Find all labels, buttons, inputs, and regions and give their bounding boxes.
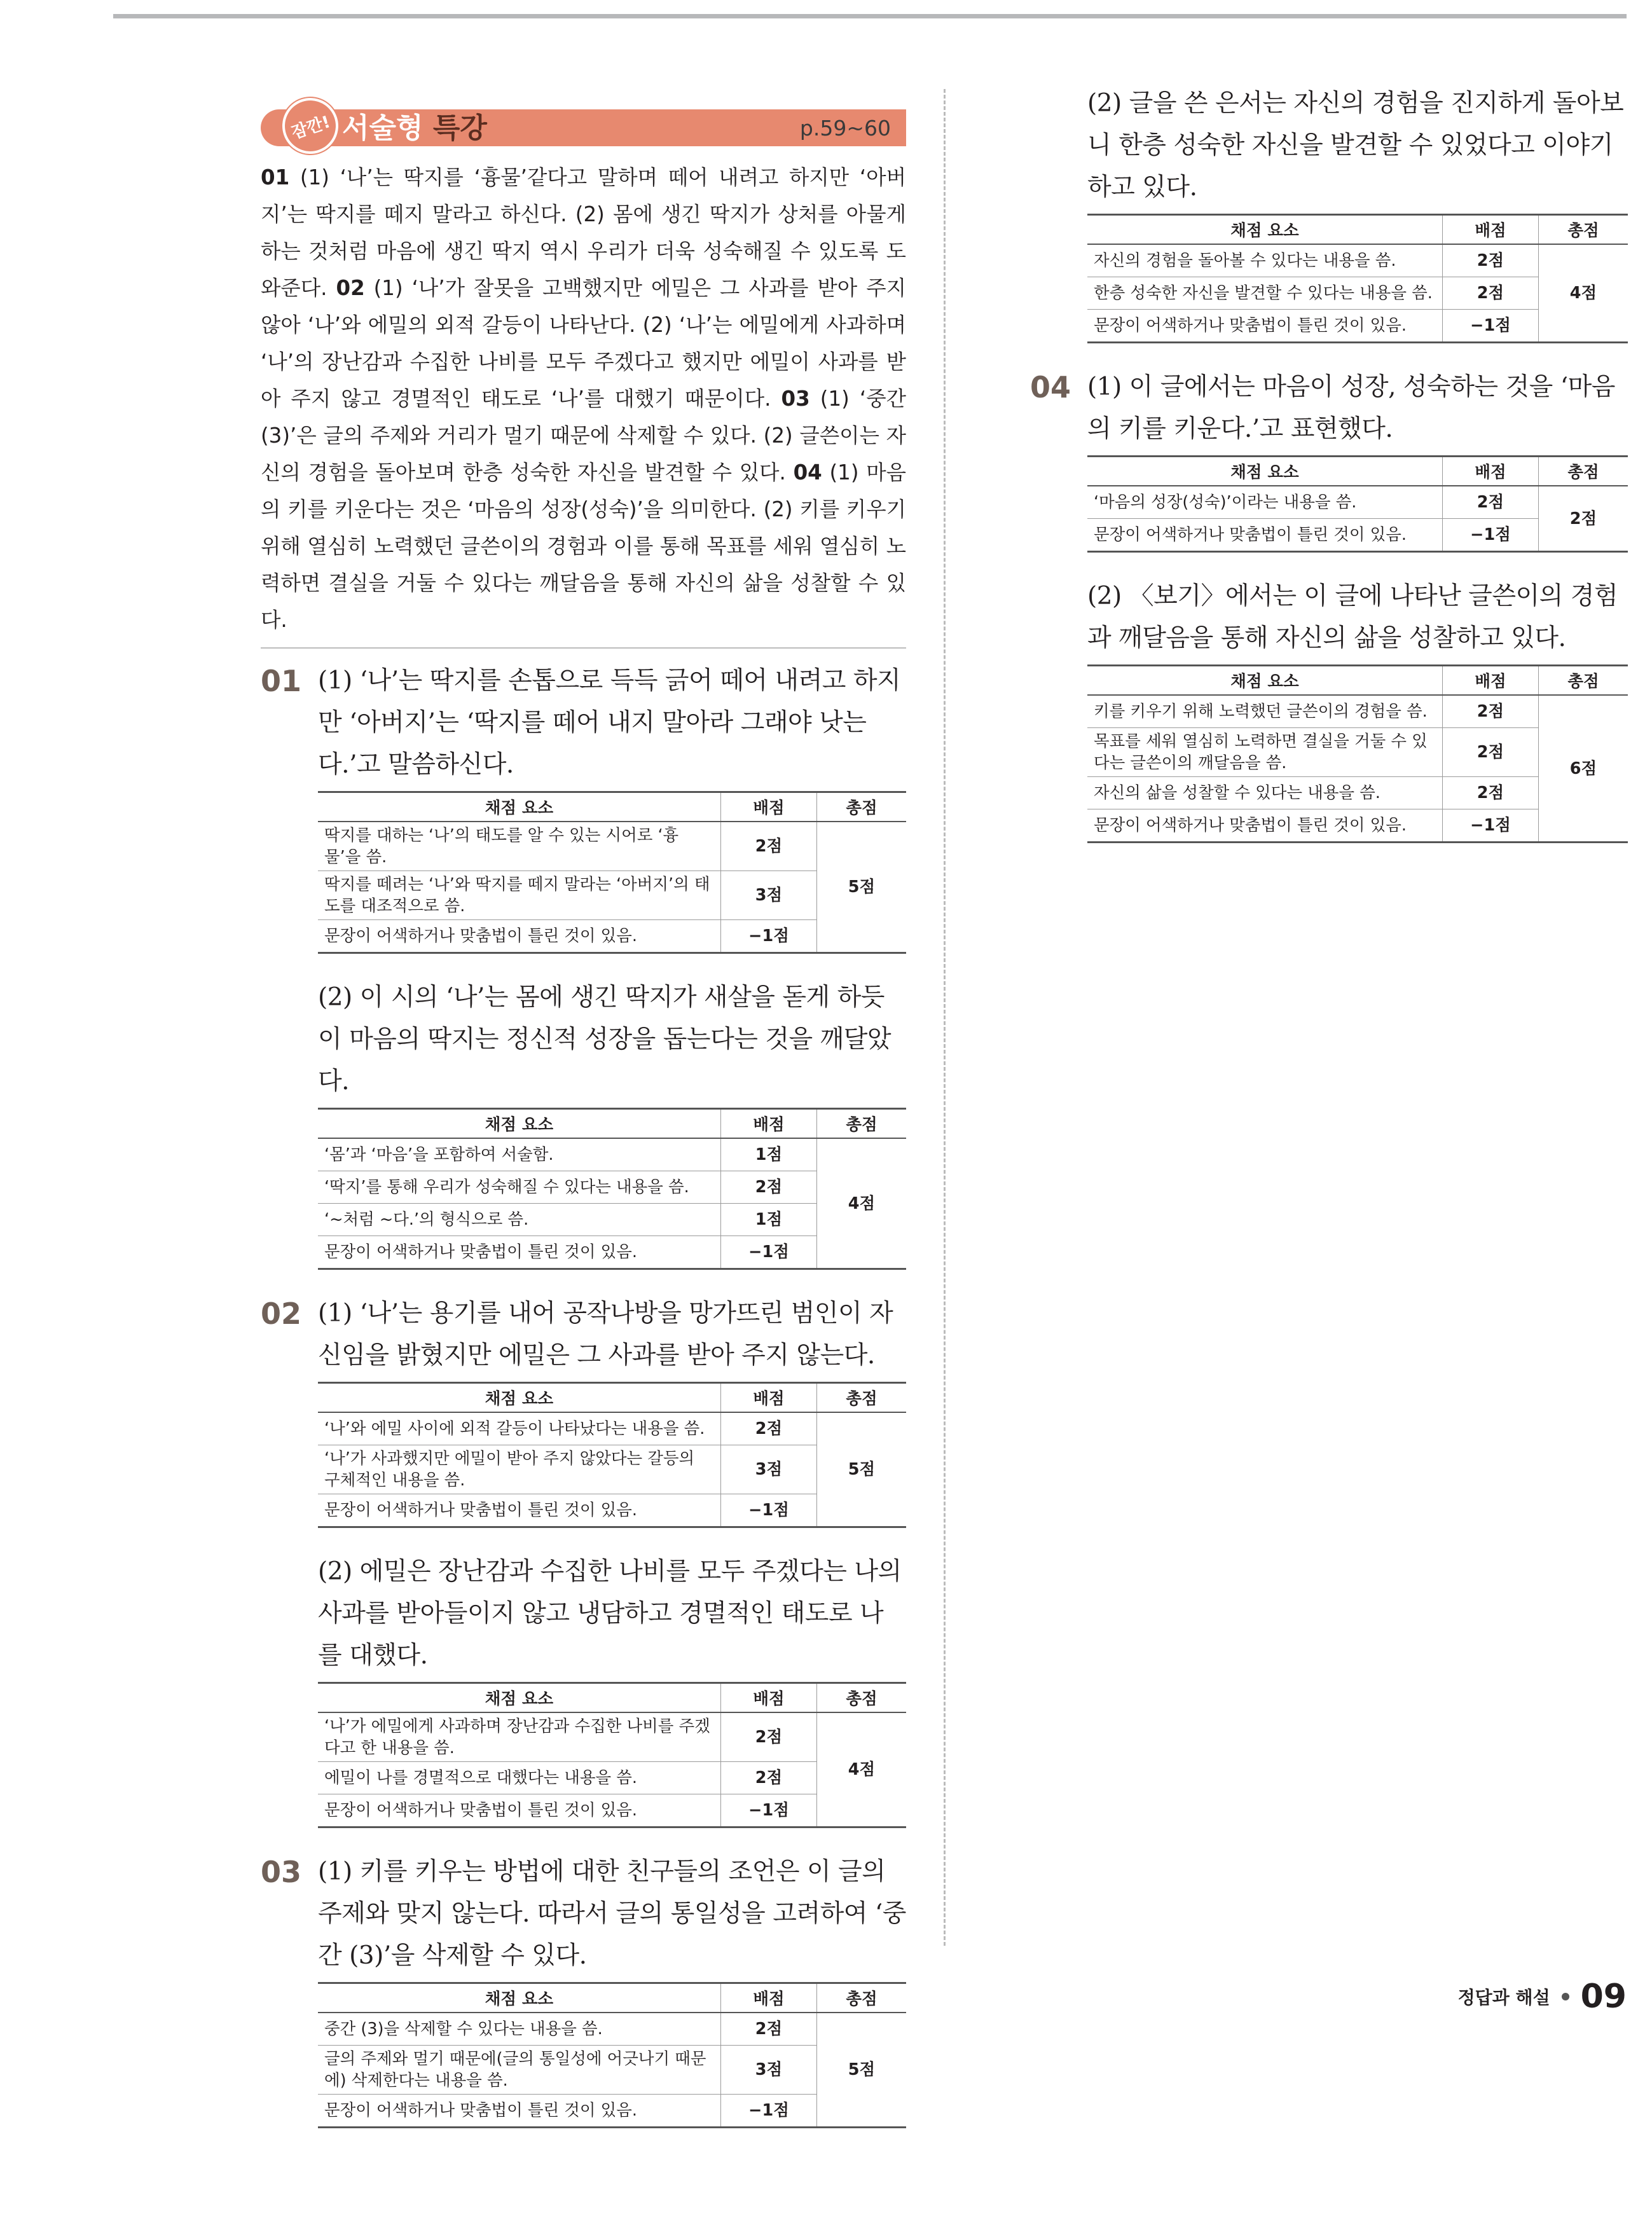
scoring-table [1087, 214, 1628, 343]
scoring-header-row [1087, 215, 1628, 245]
criteria-cell: 목표를 세워 열심히 노력하면 결실을 거둘 수 있다는 글쓴이의 깨달음을 씀. [1087, 728, 1443, 777]
scoring-table [318, 1382, 906, 1528]
points-cell: 1점 [721, 1138, 817, 1171]
points-cell: 1점 [721, 1204, 817, 1236]
summary-text: (1) ‘중간 (3)’은 글의 주제와 거리가 멀기 때문에 삭제할 수 있다. (2) 글쓴이는 자신의 경험을 돌아보며 한층 성숙한 자신을 발견할 수 있다. [261, 387, 907, 485]
header-criteria: 채점 요소 [318, 1683, 721, 1713]
footer-label: 정답과 해설 [1457, 1987, 1550, 2008]
section-banner [261, 107, 906, 149]
points-cell: 3점 [721, 2046, 817, 2095]
top-rule [113, 14, 1627, 18]
model-answer: (1) 키를 키우는 방법에 대한 친구들의 조언은 이 글의 주제와 맞지 않는다. 따라서 글의 통일성을 고려하여 ‘중간 (3)’을 삭제할 수 있다. [318, 1857, 906, 1970]
scoring-header-row [318, 1683, 906, 1713]
criteria-cell: 글의 주제와 멀기 때문에(글의 통일성에 어긋나기 때문에) 삭제한다는 내용을 씀. [318, 2046, 721, 2095]
criteria-cell: ‘마음의 성장(성숙)’이라는 내용을 씀. [1087, 486, 1443, 519]
header-points: 배점 [721, 792, 817, 822]
criteria-cell: ‘딱지’를 통해 우리가 성숙해질 수 있다는 내용을 씀. [318, 1171, 721, 1204]
header-points: 배점 [721, 1683, 817, 1713]
scoring-row [1087, 486, 1628, 519]
points-cell: 2점 [1443, 777, 1539, 809]
scoring-row [1087, 695, 1628, 728]
header-total: 총점 [1539, 457, 1628, 486]
question-number: 03 [261, 1855, 302, 1889]
header-points: 배점 [1443, 457, 1539, 486]
scoring-row [318, 1712, 906, 1762]
criteria-cell: 문장이 어색하거나 맞춤법이 틀린 것이 있음. [318, 1494, 721, 1527]
scoring-table [318, 1108, 906, 1270]
header-total: 총점 [1539, 215, 1628, 245]
header-criteria: 채점 요소 [318, 1383, 721, 1413]
summary-num: 01 [261, 165, 290, 189]
points-cell: −1점 [721, 1794, 817, 1827]
points-cell: −1점 [1443, 809, 1539, 843]
total-cell: 4점 [817, 1712, 907, 1827]
right-question-list [1030, 83, 1628, 843]
criteria-cell: ‘나’가 사과했지만 에밀이 받아 주지 않았다는 갈등의 구체적인 내용을 씀. [318, 1445, 721, 1494]
banner-title [342, 111, 487, 146]
question-block [1030, 366, 1628, 843]
scoring-table [318, 1682, 906, 1828]
criteria-cell: 한층 성숙한 자신을 발견할 수 있다는 내용을 씀. [1087, 277, 1443, 310]
criteria-cell: 자신의 경험을 돌아볼 수 있다는 내용을 씀. [1087, 244, 1443, 277]
criteria-cell: 문장이 어색하거나 맞춤법이 틀린 것이 있음. [1087, 519, 1443, 552]
scoring-header-row [1087, 666, 1628, 696]
points-cell: 2점 [721, 1762, 817, 1794]
scoring-table [318, 1982, 906, 2128]
summary-num: 02 [336, 276, 365, 300]
total-cell: 4점 [817, 1138, 907, 1269]
points-cell: 3점 [721, 1445, 817, 1494]
question-number: 01 [261, 664, 302, 698]
scoring-header-row [1087, 457, 1628, 486]
header-criteria: 채점 요소 [1087, 215, 1443, 245]
footer-bullet [1562, 1993, 1569, 2000]
points-cell: 2점 [721, 1171, 817, 1204]
question-block [261, 1851, 906, 2128]
summary-rule [261, 647, 906, 649]
points-cell: −1점 [721, 2095, 817, 2128]
total-cell: 5점 [817, 1412, 907, 1527]
scoring-header-row [318, 1983, 906, 2013]
points-cell: 2점 [721, 822, 817, 871]
criteria-cell: 문장이 어색하거나 맞춤법이 틀린 것이 있음. [318, 2095, 721, 2128]
header-points: 배점 [1443, 666, 1539, 696]
question-number: 02 [261, 1297, 302, 1331]
model-answer: (1) 이 글에서는 마음이 성장, 성숙하는 것을 ‘마음의 키를 키운다.’고 표현했다. [1087, 373, 1615, 443]
criteria-cell: 딱지를 떼려는 ‘나’와 딱지를 떼지 말라는 ‘아버지’의 태도를 대조적으로 씀. [318, 871, 721, 920]
question-number: 04 [1030, 370, 1071, 404]
header-criteria: 채점 요소 [318, 1983, 721, 2013]
column-divider [944, 89, 946, 1946]
scoring-header-row [318, 1383, 906, 1413]
header-criteria: 채점 요소 [1087, 457, 1443, 486]
model-answer: (2) 이 시의 ‘나’는 몸에 생긴 딱지가 새살을 돋게 하듯이 마음의 딱지는 정신적 성장을 돕는다는 것을 깨달았다. [318, 983, 891, 1096]
model-answer: (2) 에밀은 장난감과 수집한 나비를 모두 주겠다는 나의 사과를 받아들이지 않고 냉담하고 경멸적인 태도로 나를 대했다. [318, 1557, 902, 1670]
model-answer: (2) 〈보기〉에서는 이 글에 나타난 글쓴이의 경험과 깨달음을 통해 자신의 삶을 성찰하고 있다. [1087, 582, 1618, 652]
points-cell: 2점 [1443, 486, 1539, 519]
header-total: 총점 [817, 1983, 907, 2013]
scoring-row [318, 1412, 906, 1445]
points-cell: 3점 [721, 871, 817, 920]
summary-paragraph [261, 159, 906, 638]
banner-page-range: p.59~60 [799, 116, 891, 141]
header-points: 배점 [721, 1109, 817, 1139]
points-cell: −1점 [1443, 519, 1539, 552]
points-cell: −1점 [721, 1236, 817, 1269]
question-block [1030, 83, 1628, 343]
points-cell: 2점 [721, 1712, 817, 1762]
summary-text: (1) ‘나’는 딱지를 ‘흉물’같다고 말하며 떼어 내려고 하지만 ‘아버지’는 딱지를 떼지 말라고 하신다. (2) 몸에 생긴 딱지가 상처를 아물게 하는 것처럼 마음에 생긴 딱지 역시 우리가 더욱 성숙해질 수 있도록 도와준다. [261, 165, 906, 300]
points-cell: −1점 [721, 920, 817, 953]
criteria-cell: ‘~처럼 ~다.’의 형식으로 씀. [318, 1204, 721, 1236]
header-criteria: 채점 요소 [318, 792, 721, 822]
scoring-header-row [318, 792, 906, 822]
page-number: 09 [1580, 1978, 1627, 2016]
scoring-row [318, 822, 906, 871]
right-column [1030, 83, 1628, 866]
header-points: 배점 [1443, 215, 1539, 245]
scoring-table [1087, 664, 1628, 843]
summary-text: (1) ‘나’가 잘못을 고백했지만 에밀은 그 사과를 받아 주지 않아 ‘나’와 에밀의 외적 갈등이 나타난다. (2) ‘나’는 에밀에게 사과하며 ‘나’의 장난감과 수집한 나비를 모두 주겠다고 했지만 에밀이 사과를 받아 주지 않고 경멸적인 태도로 ‘나’를 대했기 때문이다. [261, 276, 906, 411]
left-column [261, 107, 906, 2151]
question-block [261, 660, 906, 1270]
total-cell: 4점 [1539, 244, 1628, 343]
banner-title-highlight: 특강 [432, 112, 487, 144]
points-cell: 2점 [721, 2013, 817, 2046]
criteria-cell: 에밀이 나를 경멸적으로 대했다는 내용을 씀. [318, 1762, 721, 1794]
summary-num: 04 [793, 460, 822, 485]
summary-text: (1) 마음의 키를 키운다는 것은 ‘마음의 성장(성숙)’을 의미한다. (2) 키를 키우기 위해 열심히 노력했던 글쓴이의 경험과 이를 통해 목표를 세워 열심히 노력하면 결실을 거둘 수 있다는 깨달음을 통해 자신의 삶을 성찰할 수 있다. [261, 460, 906, 632]
criteria-cell: ‘몸’과 ‘마음’을 포함하여 서술함. [318, 1138, 721, 1171]
scoring-table [318, 791, 906, 954]
criteria-cell: ‘나’가 에밀에게 사과하며 장난감과 수집한 나비를 주겠다고 한 내용을 씀. [318, 1712, 721, 1762]
model-answer: (2) 글을 쓴 은서는 자신의 경험을 진지하게 돌아보니 한층 성숙한 자신을 발견할 수 있었다고 이야기하고 있다. [1087, 89, 1624, 202]
criteria-cell: 중간 (3)을 삭제할 수 있다는 내용을 씀. [318, 2013, 721, 2046]
criteria-cell: 자신의 삶을 성찰할 수 있다는 내용을 씀. [1087, 777, 1443, 809]
criteria-cell: 문장이 어색하거나 맞춤법이 틀린 것이 있음. [318, 920, 721, 953]
total-cell: 6점 [1539, 695, 1628, 843]
criteria-cell: 문장이 어색하거나 맞춤법이 틀린 것이 있음. [318, 1236, 721, 1269]
scoring-header-row [318, 1109, 906, 1139]
total-cell: 5점 [817, 822, 907, 953]
summary-num: 03 [781, 387, 810, 411]
scoring-row [1087, 244, 1628, 277]
total-cell: 2점 [1539, 486, 1628, 552]
points-cell: −1점 [721, 1494, 817, 1527]
criteria-cell: 문장이 어색하거나 맞춤법이 틀린 것이 있음. [1087, 809, 1443, 843]
header-total: 총점 [817, 1383, 907, 1413]
header-points: 배점 [721, 1983, 817, 2013]
points-cell: 2점 [1443, 728, 1539, 777]
page-footer [1458, 1978, 1627, 2016]
scoring-row [318, 1138, 906, 1171]
header-total: 총점 [817, 1683, 907, 1713]
header-criteria: 채점 요소 [1087, 666, 1443, 696]
scoring-row [318, 2013, 906, 2046]
question-block [261, 1293, 906, 1828]
points-cell: 2점 [721, 1412, 817, 1445]
scoring-table [1087, 455, 1628, 553]
total-cell: 5점 [817, 2013, 907, 2128]
criteria-cell: 키를 키우기 위해 노력했던 글쓴이의 경험을 씀. [1087, 695, 1443, 728]
header-points: 배점 [721, 1383, 817, 1413]
badge-circle: 잠깐! [275, 91, 346, 162]
points-cell: 2점 [1443, 695, 1539, 728]
points-cell: 2점 [1443, 244, 1539, 277]
header-total: 총점 [817, 792, 907, 822]
left-question-list [261, 660, 906, 2128]
model-answer: (1) ‘나’는 딱지를 손톱으로 득득 긁어 떼어 내려고 하지만 ‘아버지’는 ‘딱지를 떼어 내지 말아라 그래야 낫는다.’고 말씀하신다. [318, 666, 901, 779]
points-cell: −1점 [1443, 310, 1539, 343]
header-total: 총점 [817, 1109, 907, 1139]
header-criteria: 채점 요소 [318, 1109, 721, 1139]
header-total: 총점 [1539, 666, 1628, 696]
criteria-cell: 문장이 어색하거나 맞춤법이 틀린 것이 있음. [1087, 310, 1443, 343]
criteria-cell: 문장이 어색하거나 맞춤법이 틀린 것이 있음. [318, 1794, 721, 1827]
points-cell: 2점 [1443, 277, 1539, 310]
model-answer: (1) ‘나’는 용기를 내어 공작나방을 망가뜨린 범인이 자신임을 밝혔지만 에밀은 그 사과를 받아 주지 않는다. [318, 1299, 893, 1370]
criteria-cell: ‘나’와 에밀 사이에 외적 갈등이 나타났다는 내용을 씀. [318, 1412, 721, 1445]
criteria-cell: 딱지를 대하는 ‘나’의 태도를 알 수 있는 시어로 ‘흉물’을 씀. [318, 822, 721, 871]
banner-title-main: 서술형 [342, 112, 433, 144]
